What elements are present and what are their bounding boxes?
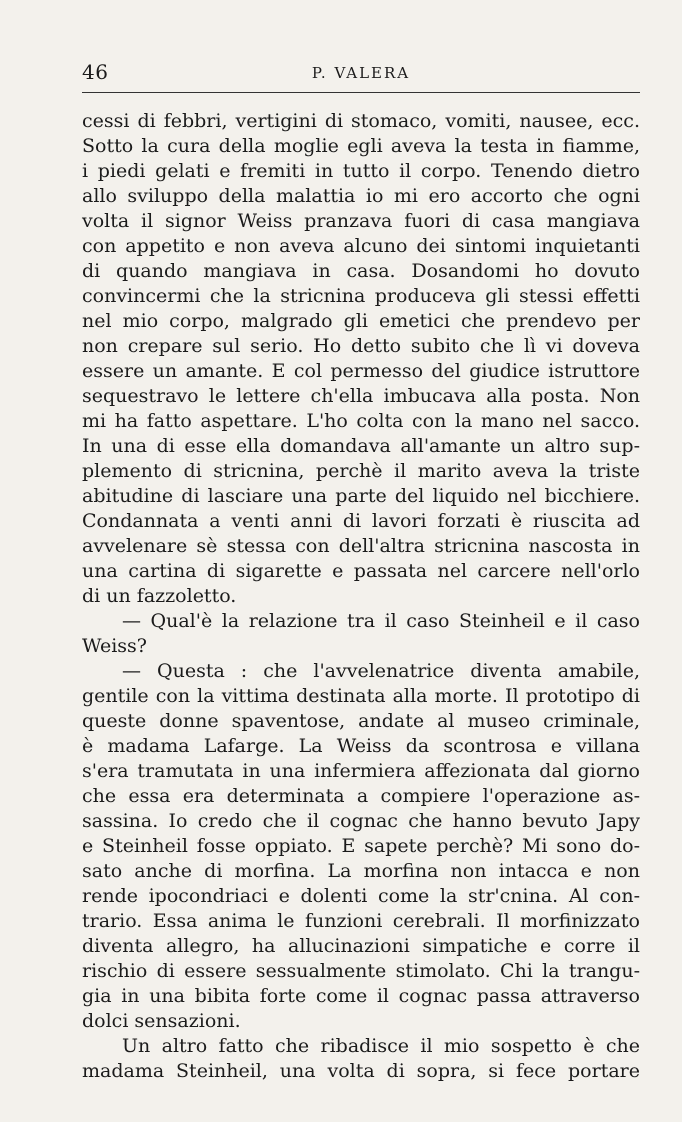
page-header xyxy=(82,60,640,90)
text-line: s'era tramutata in una infermiera affezionata dal giorno xyxy=(82,760,640,782)
body-text xyxy=(82,109,640,1084)
running-head: P. VALERA xyxy=(311,64,411,82)
text-line: trario. Essa anima le funzioni cerebrali. Il morfinizzato xyxy=(82,910,640,932)
text-line: gia in una bibita forte come il cognac passa attraverso xyxy=(82,985,640,1007)
text-line: queste donne spaventose, andate al museo criminale, xyxy=(82,710,640,732)
page-number: 46 xyxy=(82,60,109,84)
text-line: sassina. Io credo che il cognac che hanno bevuto Japy xyxy=(82,810,640,832)
text-line: nel mio corpo, malgrado gli emetici che prendevo per xyxy=(82,310,640,332)
text-line: una cartina di sigarette e passata nel carcere nell'orlo xyxy=(82,560,640,582)
text-line: di un fazzoletto. xyxy=(82,585,237,607)
text-line: Un altro fatto che ribadisce il mio sospetto è che xyxy=(122,1035,640,1057)
text-line: sato anche di morfina. La morfina non intacca e non xyxy=(82,860,640,882)
text-line: abitudine di lasciare una parte del liquido nel bicchiere. xyxy=(82,485,640,507)
text-line: convincermi che la stricnina produceva gli stessi effetti xyxy=(82,285,640,307)
text-line: di quando mangiava in casa. Dosandomi ho dovuto xyxy=(82,260,640,282)
text-line: che essa era determinata a compiere l'operazione as- xyxy=(82,785,640,807)
text-line: rende ipocondriaci e dolenti come la str'cnina. Al con- xyxy=(82,885,640,907)
text-line: Sotto la cura della moglie egli aveva la testa in fiamme, xyxy=(82,135,640,157)
header-rule xyxy=(82,92,640,93)
text-line: plemento di stricnina, perchè il marito aveva la triste xyxy=(82,460,640,482)
text-line: — Qual'è la relazione tra il caso Steinheil e il caso xyxy=(122,610,640,632)
text-line: gentile con la vittima destinata alla morte. Il prototipo di xyxy=(82,685,640,707)
text-line: madama Steinheil, una volta di sopra, si fece portare xyxy=(82,1060,640,1082)
text-line: rischio di essere sessualmente stimolato. Chi la trangu- xyxy=(82,960,640,982)
text-line: volta il signor Weiss pranzava fuori di casa mangiava xyxy=(82,210,640,232)
text-line: avvelenare sè stessa con dell'altra stricnina nascosta in xyxy=(82,535,640,557)
text-line: diventa allegro, ha allucinazioni simpatiche e corre il xyxy=(82,935,640,957)
text-line: essere un amante. E col permesso del giudice istruttore xyxy=(82,360,640,382)
text-line: non crepare sul serio. Ho detto subito che lì vi doveva xyxy=(82,335,640,357)
text-line: cessi di febbri, vertigini di stomaco, vomiti, nausee, ecc. xyxy=(82,110,640,132)
text-line: mi ha fatto aspettare. L'ho colta con la mano nel sacco. xyxy=(82,410,640,432)
text-line: In una di esse ella domandava all'amante un altro sup- xyxy=(82,435,640,457)
text-line: dolci sensazioni. xyxy=(82,1010,241,1032)
text-line: è madama Lafarge. La Weiss da scontrosa e villana xyxy=(82,735,640,757)
text-line: e Steinheil fosse oppiato. E sapete perchè? Mi sono do- xyxy=(82,835,640,857)
text-line: sequestravo le lettere ch'ella imbucava alla posta. Non xyxy=(82,385,640,407)
text-line: allo sviluppo della malattia io mi ero accorto che ogni xyxy=(82,185,640,207)
text-line: — Questa : che l'avvelenatrice diventa amabile, xyxy=(122,660,640,682)
text-line: Weiss? xyxy=(82,635,147,657)
text-line: con appetito e non aveva alcuno dei sintomi inquietanti xyxy=(82,235,640,257)
text-line: Condannata a venti anni di lavori forzati è riuscita ad xyxy=(82,510,640,532)
text-line: i piedi gelati e fremiti in tutto il corpo. Tenendo dietro xyxy=(82,160,640,182)
